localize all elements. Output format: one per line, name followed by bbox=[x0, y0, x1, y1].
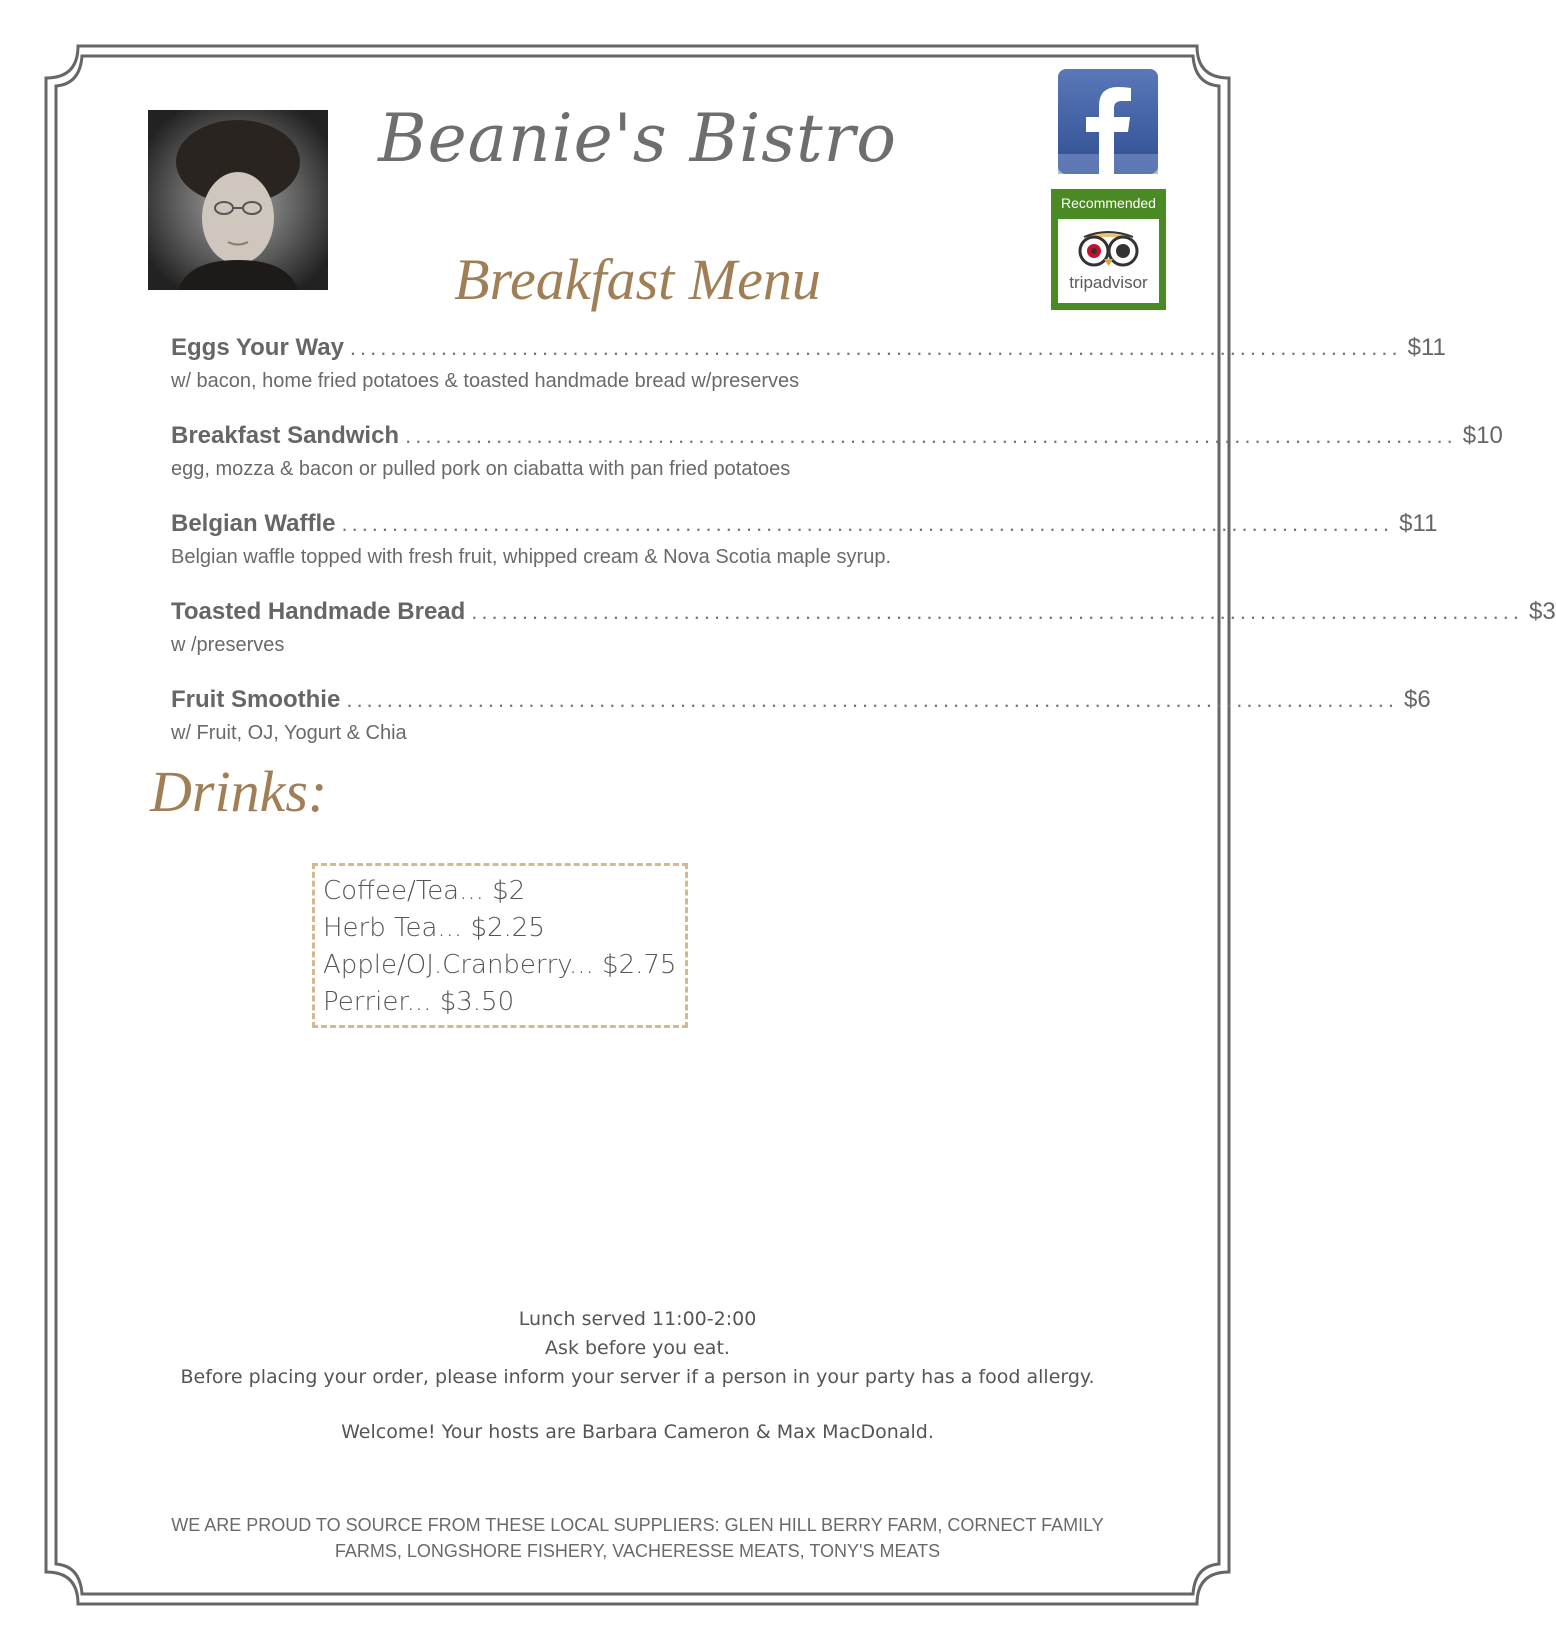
facebook-icon[interactable] bbox=[1057, 68, 1159, 175]
dot-leader: ........................................................................................................ bbox=[471, 599, 1523, 624]
menu-item bbox=[171, 422, 1503, 481]
drinks-heading: Drinks: bbox=[150, 759, 328, 824]
allergy-note: Before placing your order, please inform your server if a person in your party has a food allergy. bbox=[180, 1366, 1095, 1388]
footer-notes bbox=[0, 1305, 1275, 1447]
menu-item-name: Eggs Your Way bbox=[171, 334, 344, 361]
menu-item-price: $6 bbox=[1404, 686, 1431, 713]
menu-item-price: $10 bbox=[1462, 422, 1503, 449]
dot-leader: ........................................................................................................ bbox=[349, 335, 1402, 360]
tripadvisor-inner bbox=[1058, 219, 1159, 303]
tripadvisor-wordmark: tripadvisor bbox=[1069, 273, 1148, 292]
menu-item-price: $11 bbox=[1399, 510, 1438, 537]
dot-leader: ........................................................................................................ bbox=[405, 423, 1457, 448]
menu-item-description: w/ bacon, home fried potatoes & toasted handmade bread w/preserves bbox=[171, 370, 800, 392]
menu-item-description: w /preserves bbox=[171, 634, 285, 656]
menu-item-description: egg, mozza & bacon or pulled pork on ciabatta with pan fried potatoes bbox=[171, 458, 791, 480]
menu-item-description: Belgian waffle topped with fresh fruit, whipped cream & Nova Scotia maple syrup. bbox=[171, 546, 891, 568]
breakfast-menu-list bbox=[171, 334, 1556, 774]
menu-item-name: Fruit Smoothie bbox=[171, 686, 341, 713]
menu-item-description: w/ Fruit, OJ, Yogurt & Chia bbox=[171, 722, 407, 744]
ask-note: Ask before you eat. bbox=[545, 1337, 730, 1359]
local-suppliers bbox=[170, 1512, 1105, 1564]
drinks-list bbox=[312, 863, 688, 1028]
menu-item-price: $11 bbox=[1407, 334, 1446, 361]
suppliers-line: FARMS, LONGSHORE FISHERY, VACHERESSE MEATS, TONY'S MEATS bbox=[334, 1541, 941, 1561]
lunch-hours: Lunch served 11:00-2:00 bbox=[518, 1308, 757, 1330]
menu-item-price: $3 bbox=[1528, 598, 1556, 625]
menu-item bbox=[171, 510, 1438, 569]
drink-item: Herb Tea... $2.25 bbox=[323, 913, 545, 943]
dot-leader: ........................................................................................................ bbox=[341, 511, 1394, 536]
owl-icon bbox=[1058, 219, 1159, 273]
drink-item: Perrier... $3.50 bbox=[323, 987, 515, 1017]
dot-leader: ........................................................................................................ bbox=[346, 687, 1399, 712]
suppliers-line: WE ARE PROUD TO SOURCE FROM THESE LOCAL SUPPLIERS: GLEN HILL BERRY FARM, CORNECT FAMILY bbox=[171, 1515, 1104, 1535]
tripadvisor-badge[interactable] bbox=[1051, 189, 1166, 310]
restaurant-title: Beanie's Bistro bbox=[378, 100, 897, 177]
menu-item bbox=[171, 598, 1556, 657]
menu-item bbox=[171, 334, 1446, 393]
drink-item: Apple/OJ.Cranberry... $2.75 bbox=[323, 950, 677, 980]
menu-subtitle: Breakfast Menu bbox=[454, 247, 821, 312]
welcome-hosts: Welcome! Your hosts are Barbara Cameron & Max MacDonald. bbox=[341, 1421, 934, 1443]
menu-item bbox=[171, 686, 1431, 745]
menu-item-name: Breakfast Sandwich bbox=[171, 422, 400, 449]
drink-item: Coffee/Tea... $2 bbox=[323, 876, 526, 906]
menu-item-name: Toasted Handmade Bread bbox=[171, 598, 466, 625]
tripadvisor-recommended-label: Recommended bbox=[1061, 195, 1156, 211]
menu-item-name: Belgian Waffle bbox=[171, 510, 336, 537]
